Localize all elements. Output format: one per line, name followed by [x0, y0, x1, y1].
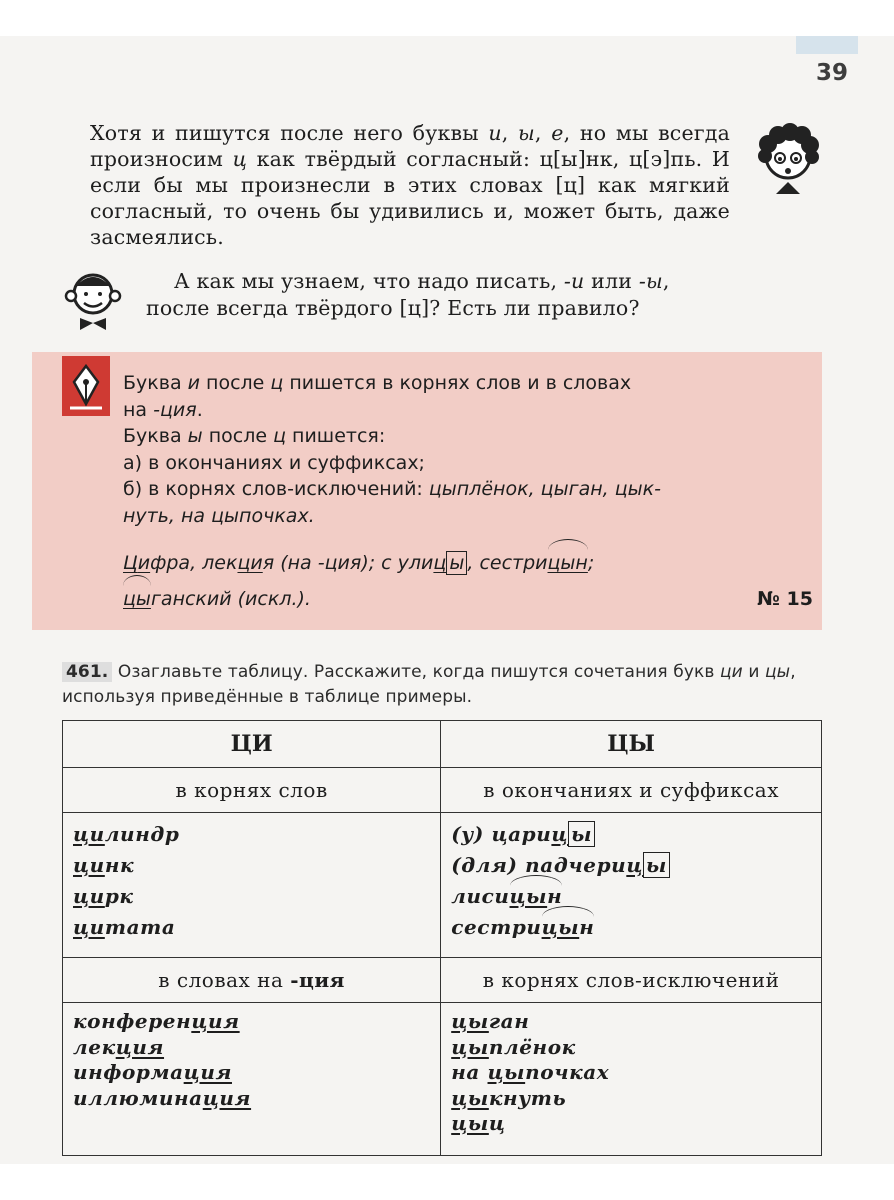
ending-box: ы [446, 551, 467, 575]
list-item: лекция [73, 1034, 165, 1059]
list-item: цинк [73, 853, 135, 877]
list-item: цыц [451, 1111, 506, 1135]
examples-roots [63, 813, 441, 958]
list-item: цыган [451, 1009, 530, 1033]
question-text: А как мы узнаем, что надо писать, -и или -ы, после всегда твёрдого [ц]? Есть ли правило? [146, 269, 670, 320]
category-roots: в корнях слов [63, 768, 441, 813]
list-item: цыплёнок [451, 1034, 576, 1059]
rule-pen-icon [62, 356, 110, 416]
list-item: цитата [73, 915, 176, 939]
list-item: (для) падчериц ы [451, 850, 821, 881]
examples-cija [63, 1003, 441, 1156]
rule-text: Буква и после ц пишется в корнях слов и в словах на -ция. Буква ы после ц пишется: а) в окончаниях и суффиксах; б) в корнях слов-исключений: цыплёнок, цыган, цык- нуть, на цыпочках. Цифра, лекция (на -ция); с улиц ы , сестрицын; цыганский (искл.). № 15 [123, 370, 813, 617]
list-item: иллюминация [73, 1085, 252, 1110]
girl-character-icon [752, 122, 824, 202]
page-tab [796, 36, 858, 54]
list-item: на цыпочках [451, 1060, 610, 1084]
table-header-ci: ЦИ [63, 721, 441, 768]
list-item: сестрицын [451, 912, 821, 943]
exercise-461: 461. Озаглавьте таблицу. Расскажите, когда пишутся сочетания букв ци и цы, используя приведённые в таблице примеры. [62, 662, 796, 707]
examples-table [62, 720, 822, 1156]
category-cija: в словах на -ция [63, 958, 441, 1003]
table-header-cy: ЦЫ [441, 721, 822, 768]
category-exceptions: в корнях слов-исключений [441, 958, 822, 1003]
page-number: 39 [815, 60, 848, 86]
intro-paragraph: Хотя и пишутся после него буквы и, ы, е, но мы всегда произносим ц как твёрдый согласный: ц[ы]нк, ц[э]пь. И если бы мы произнесли в этих словах [ц] как мягкий согласный, то очень бы удивились и, может быть, даже засмеялись. [90, 121, 731, 249]
boy-character-icon [60, 270, 126, 332]
list-item: (у) цариц ы [451, 819, 821, 850]
list-item: цыкнуть [451, 1085, 567, 1110]
root-arc: цы [123, 581, 151, 617]
suffix-arc: цын [548, 545, 588, 581]
rule-reference: № 15 [757, 588, 813, 610]
list-item: цилиндр [73, 822, 180, 846]
list-item: лисицын [451, 881, 821, 912]
rule-examples: Цифра, лекция (на -ция); с улиц ы , сестрицын; цыганский (искл.). № 15 [123, 545, 813, 617]
examples-exceptions [441, 1003, 822, 1156]
examples-endings [441, 813, 822, 958]
list-item: информация [73, 1060, 232, 1084]
list-item: конференция [73, 1009, 240, 1033]
list-item: цирк [73, 884, 134, 908]
category-endings: в окончаниях и суффиксах [441, 768, 822, 813]
exercise-number: 461. [62, 662, 112, 682]
